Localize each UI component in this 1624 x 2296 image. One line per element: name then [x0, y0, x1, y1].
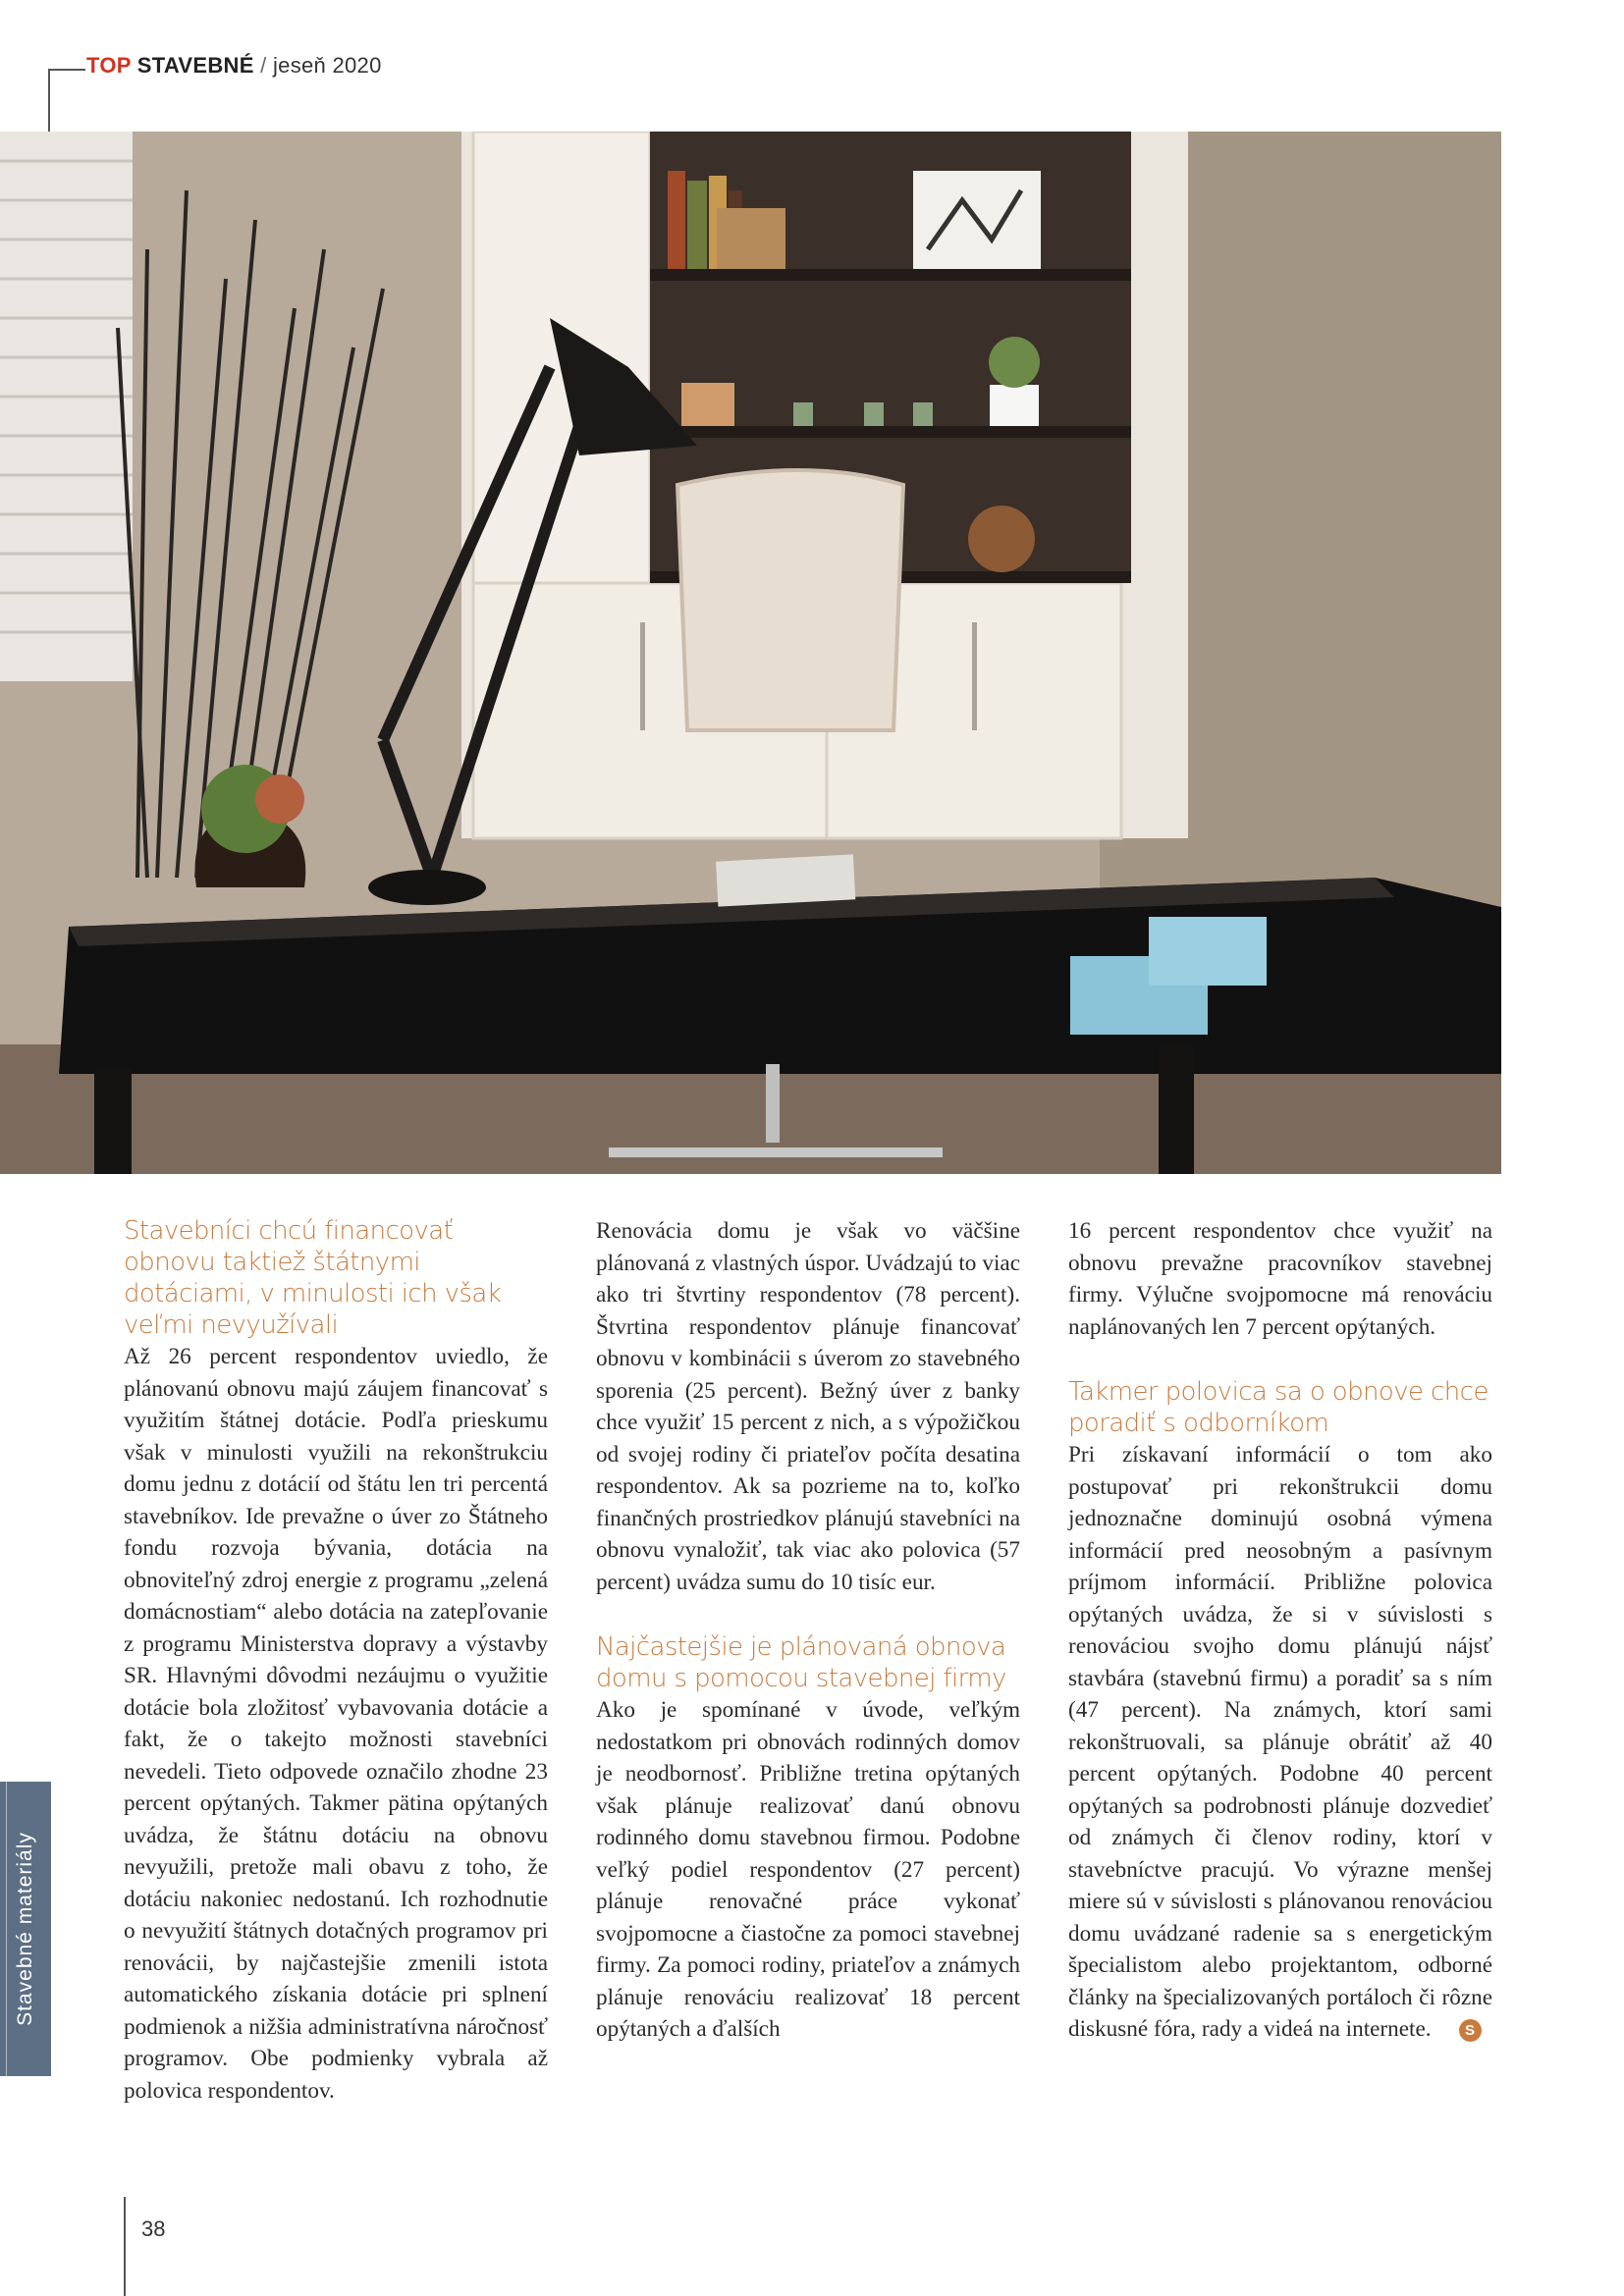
header-magazine-name: STAVEBNÉ — [136, 53, 254, 78]
column1-paragraph: Až 26 percent respondentov uviedlo, že plánovanú obnovu majú záujem financovať s využitím štátnej dotácie. Podľa prieskumu však v minulosti využili na rekonštrukciu domu jednu z dotácií od štátu len tri percentá stavebníkov. Ide prevažne o úver zo Štátneho fondu rozvoja bývania, dotácia na obnoviteľný zdroj energie z programu „zelená domácnostiam“ alebo dotácia na zatepľovanie z programu Ministerstva dopravy a výstavby SR. Hlavnými dôvodmi nezáujmu o využitie dotácie bola zložitosť vybavovania dotácie a fakt, že o takejto možnosti stavebníci nevedeli. Tieto odpovede označilo zhodne 23 percent opýtaných. Takmer pätina opýtaných uvádza, že štátnu dotáciu na obnovu nevyužili, pretože mali obavu z toho, že dotáciu nakoniec nedostanú. Ich rozhodnutie o nevyužití štátnych dotačných programov pri renovácii, by najčastejšie zmenili istota automatického získania dotácie pri splnení podmienok a nižšia administratívna náročnosť programov. Obe podmienky vybrala až polovica respondentov. — [124, 1344, 548, 2104]
column3-paragraph-2 — [1068, 1439, 1492, 2046]
header-top-label: TOP — [86, 53, 132, 78]
office-desk-photo — [0, 132, 1501, 1174]
section-label: Stavebné materiály — [14, 1832, 36, 2026]
running-header — [86, 53, 382, 79]
header-rule — [48, 69, 85, 71]
column2-paragraph-2: Ako je spomínané v úvode, veľkým nedostatkom pri obnovách rodinných domov je neodbornosť. Približne tretina opýtaných však plánuje realizovať danú obnovu rodinného domu stavebnou firmou. Podobne veľký podiel respondentov (27 percent) plánuje renovačné práce vykonať svojpomocne a čiastočne za pomoci stavebnej firmy. Za pomoci rodiny, priateľov a známych plánuje renováciu realizovať 18 percent opýtaných a ďalších — [596, 1697, 1020, 2042]
section-tab-rule — [6, 1782, 7, 2076]
column2-subhead: Najčastejšie je plánovaná obnova domu s pomocou stavebnej firmy — [596, 1632, 1006, 1693]
column2-gap — [596, 1598, 1020, 1631]
column2-paragraph-1: Renovácia domu je však vo väčšine plánovaná z vlastných úspor. Uvádzajú to viac ako tri štvrtiny respondentov (78 percent). Štvrtina respondentov plánuje financovať obnovu v kombinácii s úverom zo stavebného sporenia (25 percent). Bežný úver z banky chce využiť 15 percent z nich, a s výpožičkou od svojej rodiny či priateľov počíta desatina respondentov. Ak sa pozrieme na to, koľko finančných prostriedkov plánujú stavebníci na obnovu vynaložiť, tak viac ako polovica (57 percent) uvádza sumu do 10 tisíc eur. — [596, 1218, 1020, 1595]
column3-paragraph-1: 16 percent respondentov chce využiť na obnovu prevažne pracovníkov stavebnej firmy. Výlučne svojpomocne má renováciu naplánovaných len 7 percent opýtaných. — [1068, 1218, 1492, 1340]
column3-subhead: Takmer polovica sa o obnove chce poradiť s odborníkom — [1068, 1377, 1489, 1438]
header-separator: / — [260, 53, 267, 78]
article-column-3 — [1068, 1215, 1492, 2046]
header-issue: jeseň 2020 — [272, 53, 382, 78]
article-end-mark-icon: S — [1459, 2019, 1482, 2042]
article-column-1 — [124, 1215, 548, 2107]
page-number: 38 — [141, 2216, 166, 2241]
column1-subhead: Stavebníci chcú financovať obnovu taktiež štátnymi dotáciami, v minulosti ich však veľmi nevyužívali — [124, 1216, 502, 1340]
column3-paragraph-2-text: Pri získavaní informácií o tom ako postupovať pri rekonštrukcii domu jednoznačne dominujú osobná výmena informácií pred neosobným a pasívnym príjmom informácií. Približne polovica opýtaných uvádza, že si v súvislosti s renováciou svojho domu plánujú nájsť stavbára (stavebnú firmu) a poradiť sa s ním (47 percent). Na známych, ktorí sami rekonštruovali, sa plánuje obrátiť až 40 percent opýtaných. Podobne 40 percent opýtaných sa podrobnosti plánuje dozvedieť od známych či členov rodiny, ktorí v stavebníctve pracujú. Vo výrazne menšej miere sú v súvislosti s plánovanou renováciou domu uvádzané radenie sa s energetickým špecialistom alebo projektantom, odborné články na špecializovaných portáloch či rôzne diskusné fóra, rady a videá na internete. — [1068, 1442, 1492, 2042]
column3-gap — [1068, 1343, 1492, 1376]
footer-rule — [124, 2197, 126, 2296]
article-column-2 — [596, 1215, 1020, 2046]
